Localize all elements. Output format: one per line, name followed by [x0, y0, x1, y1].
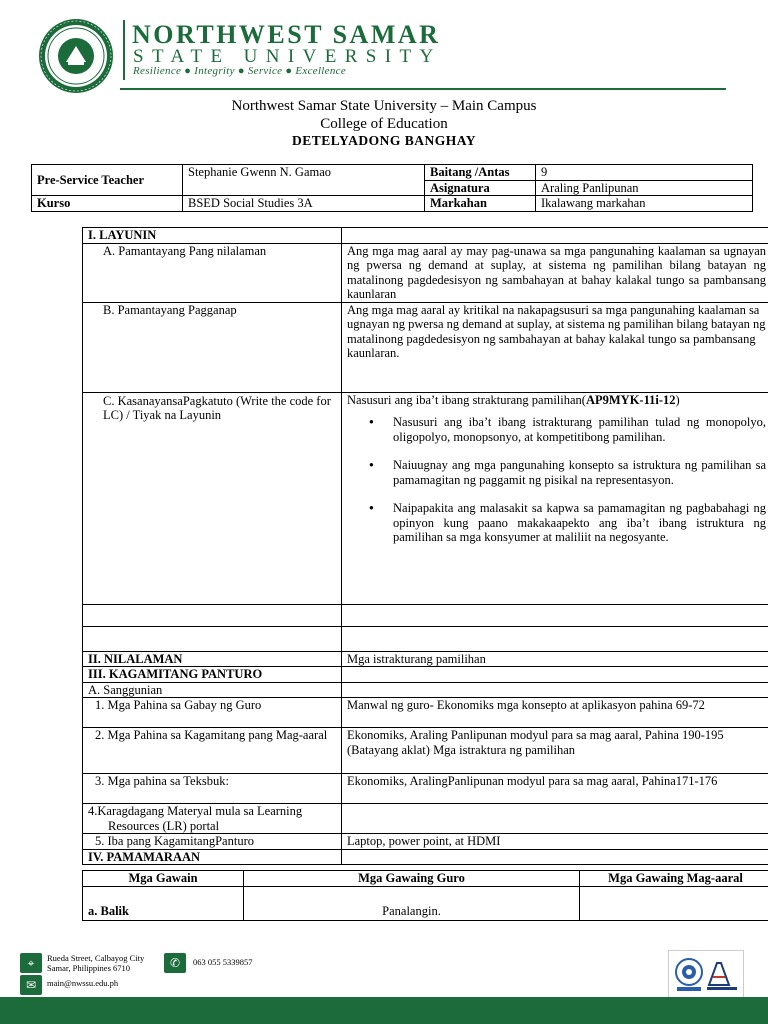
- footer-email[interactable]: main@nwssu.edu.ph: [47, 978, 119, 988]
- blank-cell: [342, 626, 768, 651]
- campus-title: Northwest Samar State University – Main Campus: [231, 98, 537, 114]
- grade-label: Baitang /Antas: [425, 165, 536, 181]
- lesson-plan-table: [82, 227, 768, 865]
- layunin-heading: I. LAYUNIN: [83, 228, 342, 244]
- header-divider: [123, 20, 125, 80]
- kagamitang-mag-aaral-line2: (Batayang aklat) Mga istraktura ng pamilihan: [347, 742, 576, 757]
- objective-item: ● Nasusuri ang iba’t ibang istrakturang pamilihan tulad ng monopolyo, oligopolyo, monopsonyo, at kompetitibong pamilihan.: [393, 415, 766, 444]
- sanggunian-label: A. Sanggunian: [83, 682, 342, 698]
- blank-cell: [83, 604, 342, 626]
- quarter-value: Ikalawang markahan: [536, 196, 753, 212]
- row-balik-guro: Panalangin.: [244, 886, 580, 920]
- university-subtitle: STATE UNIVERSITY: [133, 46, 442, 67]
- nilalaman-value: Mga istrakturang pamilihan: [342, 651, 768, 667]
- course-label: Kurso: [32, 196, 183, 212]
- col-mga-gawain: Mga Gawain: [83, 871, 244, 887]
- kasanayan-close: ): [675, 392, 680, 407]
- col-gawaing-mag-aaral: Mga Gawaing Mag-aaral: [580, 871, 768, 887]
- kagamitan-heading: III. KAGAMITANG PANTURO: [83, 667, 342, 683]
- nilalaman-heading: II. NILALAMAN: [83, 651, 342, 667]
- gabay-guro-label: 1. Mga Pahina sa Gabay ng Guro: [83, 698, 342, 728]
- pamamaraan-heading: IV. PAMAMARAAN: [83, 849, 342, 865]
- iba-pang-kagamitan-value: Laptop, power point, at HDMI: [342, 834, 768, 850]
- gabay-guro-value: Manwal ng guro- Ekonomiks mga konsepto at aplikasyon pahina 69-72: [342, 698, 768, 728]
- lr-portal-text: 4.Karagdagang Materyal mula sa Learning Resources (LR) portal: [88, 804, 303, 833]
- pamantayang-nilalaman-value: Ang mga mag aaral ay may pag-unawa sa mga pangunahing kaalaman sa ugnayan ng pwersa ng demand at suplay, at sistema ng pamilihan bilang batayan ng matalinong pagdedesisyon ng sambahayan at bahay kalakal tungo sa pambansang kaunlaran: [342, 243, 768, 302]
- kasanayan-label: [83, 392, 342, 604]
- row-balik-mag-aaral: [580, 886, 768, 920]
- mail-icon: ✉: [20, 975, 42, 995]
- kasanayan-label-text: C. KasanayansaPagkatuto (Write the code for LC) / Tiyak na Layunin: [103, 393, 331, 422]
- row-balik-label: a. Balik: [83, 886, 244, 920]
- objective-item: ● Naiuugnay ang mga pangunahing konsepto sa istruktura ng pamilihan sa pamamagitan ng paggamit ng pisikal na representasyon.: [393, 458, 766, 487]
- quarter-label: Markahan: [425, 196, 536, 212]
- kasanayan-value: [342, 392, 768, 604]
- address-line2: Samar, Philippines 6710: [47, 963, 131, 973]
- pamamaraan-empty: [342, 849, 768, 865]
- teksbuk-value: Ekonomiks, AralingPanlipunan modyul para sa mag aaral, Pahina171-176: [342, 774, 768, 804]
- kagamitang-mag-aaral-line1: Ekonomiks, Araling Panlipunan modyul para sa mag aaral, Pahina 190-195: [347, 728, 724, 742]
- pamantayang-nilalaman-label: A. Pamantayang Pang nilalaman: [83, 243, 342, 302]
- grade-value: 9: [536, 165, 753, 181]
- accreditation-logos: [668, 950, 744, 998]
- kagamitang-mag-aaral-value: [342, 728, 768, 774]
- kagamitang-mag-aaral-label: [83, 728, 342, 774]
- kasanayan-intro: [347, 393, 766, 408]
- location-icon: ⌖: [20, 953, 42, 973]
- pamantayang-pagganap-label: B. Pamantayang Pagganap: [83, 302, 342, 392]
- subject-label: Asignatura: [425, 180, 536, 196]
- footer-address: [47, 953, 144, 973]
- footer-bar: [0, 997, 768, 1024]
- teksbuk-label: 3. Mga pahina sa Teksbuk:: [83, 774, 342, 804]
- header-rule: [120, 88, 726, 90]
- university-seal-logo: [38, 18, 114, 94]
- university-name: NORTHWEST SAMAR: [132, 20, 441, 49]
- lr-portal-label: [83, 804, 342, 834]
- kasanayan-intro-text: Nasusuri ang iba’t ibang strakturang pamilihan(: [347, 392, 586, 407]
- iba-pang-kagamitan-label: 5. Iba pang KagamitangPanturo: [83, 834, 342, 850]
- blank-cell: [342, 604, 768, 626]
- sanggunian-empty: [342, 682, 768, 698]
- blank-cell: [83, 626, 342, 651]
- pamantayang-pagganap-value: Ang mga mag aaral ay kritikal na nakapagsusuri sa mga pangunahing kaalaman sa ugnayan ng pwersa ng demand at suplay, at sistema ng pamilihan bilang batayan ng matalinong pagdedesisyon ng sambahayan at bahay kalakal tungo sa pambansang kaunlaran.: [342, 302, 768, 392]
- objectives-list: [347, 415, 766, 545]
- layunin-empty: [342, 228, 768, 244]
- address-line1: Rueda Street, Calbayog City: [47, 953, 145, 963]
- lc-code: AP9MYK-11i-12: [585, 392, 676, 407]
- col-gawaing-guro: Mga Gawaing Guro: [244, 871, 580, 887]
- kagamitang-mag-aaral-text: 2. Mga Pahina sa Kagamitang pang Mag-aaral: [95, 728, 328, 742]
- subject-value: Araling Panlipunan: [536, 180, 753, 196]
- document-title: DETELYADONG BANGHAY: [292, 133, 476, 148]
- footer-phone: 063 055 5339857: [193, 957, 253, 967]
- kagamitan-empty: [342, 667, 768, 683]
- university-motto: Resilience ● Integrity ● Service ● Excellence: [133, 65, 346, 77]
- teacher-value: Stephanie Gwenn N. Gamao: [183, 165, 425, 196]
- phone-icon: ✆: [164, 953, 186, 973]
- gawain-table: [82, 870, 768, 921]
- course-value: BSED Social Studies 3A: [183, 196, 425, 212]
- objective-item: ● Naipapakita ang malasakit sa kapwa sa pamamagitan ng pagbabahagi ng opinyon kung paano makakaapekto ang iba’t ibang istruktura ng pamilihan sa mga konsyumer at maliliit na negosyante.: [393, 501, 766, 545]
- info-table: [31, 164, 753, 212]
- college-title: College of Education: [320, 116, 448, 132]
- lr-portal-value: [342, 804, 768, 834]
- teacher-label: Pre-Service Teacher: [32, 165, 183, 196]
